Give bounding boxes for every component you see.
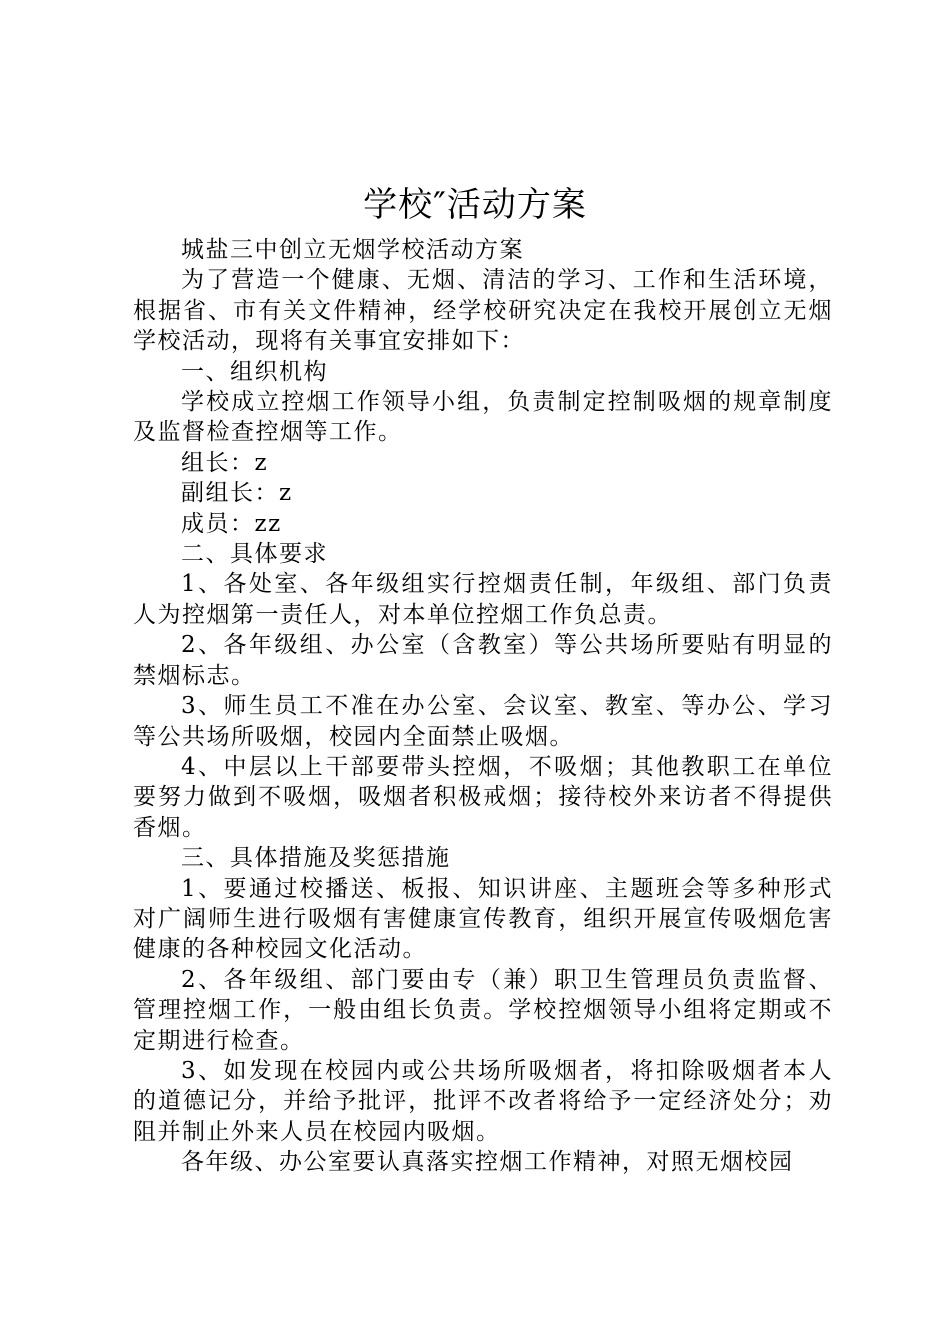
requirement-item: 3、师生员工不准在办公室、会议室、教室、等办公、学习等公共场所吸烟，校园内全面禁止吸烟。	[133, 693, 833, 750]
team-members: 成员：zz	[181, 510, 282, 537]
document-body	[133, 235, 833, 1178]
document-title: 学校″活动方案	[363, 185, 587, 225]
paragraph-intro: 为了营造一个健康、无烟、清洁的学习、工作和生活环境，根据省、市有关文件精神，经学校研究决定在我校开展创立无烟学校活动，现将有关事宜安排如下：	[133, 267, 833, 355]
team-deputy-leader: 副组长：z	[181, 480, 293, 507]
requirement-item: 1、各处室、各年级组实行控烟责任制，年级组、部门负责人为控烟第一责任人，对本单位控烟工作负总责。	[133, 571, 833, 628]
section-heading-measures: 三、具体措施及奖惩措施	[181, 845, 451, 872]
paragraph-organization: 学校成立控烟工作领导小组，负责制定控制吸烟的规章制度及监督检查控烟等工作。	[133, 389, 833, 446]
measure-item: 3、如发现在校园内或公共场所吸烟者，将扣除吸烟者本人的道德记分，并给予批评，批评不改者将给予一定经济处分；劝阻并制止外来人员在校园内吸烟。	[133, 1057, 833, 1145]
paragraph-subtitle: 城盐三中创立无烟学校活动方案	[181, 237, 524, 263]
section-heading-organization: 一、组织机构	[181, 358, 328, 385]
requirement-item: 4、中层以上干部要带头控烟，不吸烟；其他教职工在单位要努力做到不吸烟，吸烟者积极戒烟；接待校外来访者不得提供香烟。	[133, 753, 833, 841]
paragraph-closing: 各年级、办公室要认真落实控烟工作精神，对照无烟校园	[181, 1149, 794, 1176]
team-leader: 组长：z	[181, 449, 269, 476]
measure-item: 1、要通过校播送、板报、知识讲座、主题班会等多种形式对广阔师生进行吸烟有害健康宣传教育，组织开展宣传吸烟危害健康的各种校园文化活动。	[133, 875, 833, 963]
section-heading-requirements: 二、具体要求	[181, 541, 328, 568]
measure-item: 2、各年级组、部门要由专（兼）职卫生管理员负责监督、管理控烟工作，一般由组长负责。学校控烟领导小组将定期或不定期进行检查。	[133, 966, 833, 1054]
requirement-item: 2、各年级组、办公室（含教室）等公共场所要贴有明显的禁烟标志。	[133, 632, 833, 689]
